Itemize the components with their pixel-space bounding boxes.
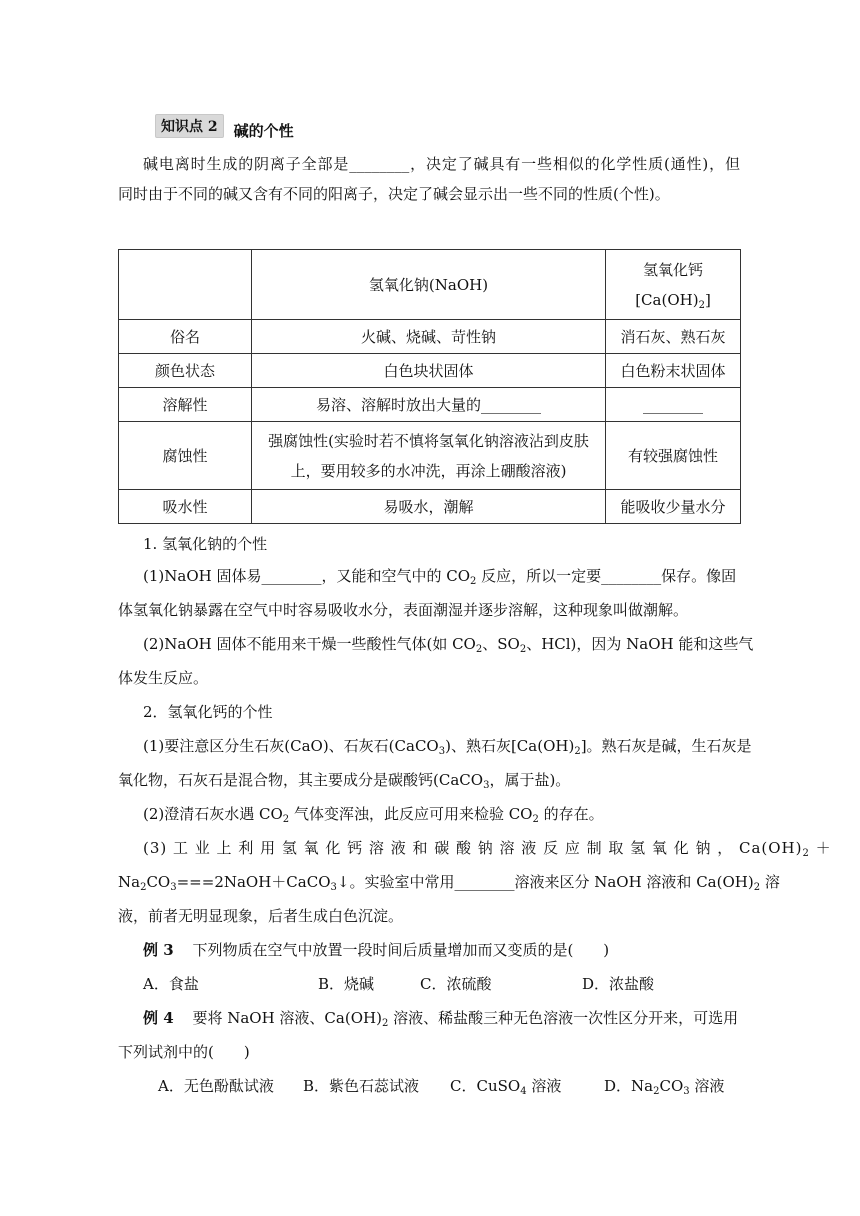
row-caoh: 有较强腐蚀性 — [606, 422, 741, 490]
intro-line-2: 同时由于不同的碱又含有不同的阳离子，决定了碱会显示出一些不同的性质(个性)。 — [118, 185, 670, 203]
row-naoh-line2: 上，要用较多的水冲洗，再涂上硼酸溶液) — [290, 461, 567, 480]
row-label: 颜色状态 — [119, 354, 252, 388]
example3-question: 下列物质在空气中放置一段时间后质量增加而又变质的是( ) — [192, 941, 610, 959]
row-naoh: 白色块状固体 — [252, 354, 606, 388]
section2-p3-line1: (3) 工 业 上 利 用 氢 氧 化 钙 溶 液 和 碳 酸 钠 溶 液 反 应 制 取 氢 氧 化 钠 ， $Ca(OH)_2$ ＋ — [143, 839, 832, 859]
section2-p3-line2: $Na_2CO_3===2NaOH+CaCO_3↓$。实验室中常用________溶液来区分 NaOH 溶液和 $Ca(OH)_2$ 溶 — [118, 873, 780, 893]
table-header-row — [119, 250, 741, 320]
section2-p1-line2: 氧化物，石灰石是混合物，其主要成分是碳酸钙(CaCO$_3$，属于盐)。 — [118, 771, 571, 791]
table-header-caoh-line1: 氢氧化钙 — [642, 260, 703, 279]
row-label: 俗名 — [119, 320, 252, 354]
table-header-caoh-line2: $[Ca(OH)_2]$ — [635, 290, 711, 311]
table-header-caoh — [606, 250, 741, 320]
example4-question-line1 — [143, 1007, 738, 1028]
row-label: 溶解性 — [119, 388, 252, 422]
example3-option-c: C．浓硫酸 — [420, 975, 492, 993]
example3-label: 例 3 — [143, 941, 174, 959]
knowledge-point-badge: 知识点 2 — [155, 114, 224, 138]
row-label: 吸水性 — [119, 490, 252, 524]
table-row — [119, 422, 741, 490]
table-row — [119, 388, 741, 422]
section2-p1-line1: (1)要注意区分生石灰(CaO)、石灰石(CaCO$_3$)、熟石灰$[Ca(OH)_2]$。熟石灰是碱，生石灰是 — [143, 737, 752, 757]
row-naoh-line1: 强腐蚀性(实验时若不慎将氢氧化钠溶液沾到皮肤 — [268, 431, 589, 450]
table-row — [119, 490, 741, 524]
table-header-blank — [119, 250, 252, 320]
example4-option-b: B．紫色石蕊试液 — [303, 1077, 420, 1095]
section1-p2-line2: 体发生反应。 — [118, 669, 209, 687]
section1-heading: 1. 氢氧化钠的个性 — [143, 535, 268, 553]
example3-option-a: A．食盐 — [143, 975, 199, 993]
table-row — [119, 320, 741, 354]
section1-p1-line2: 体氢氧化钠暴露在空气中时容易吸收水分，表面潮湿并逐步溶解，这种现象叫做潮解。 — [118, 601, 689, 619]
example3-option-d: D．浓盐酸 — [582, 975, 655, 993]
table-header-naoh: 氢氧化钠(NaOH) — [252, 250, 606, 320]
section2-heading: 2．氢氧化钙的个性 — [143, 703, 273, 721]
row-naoh: 易溶、溶解时放出大量的________ — [252, 388, 606, 422]
example4-option-a: A．无色酚酞试液 — [158, 1077, 274, 1095]
row-naoh: 火碱、烧碱、苛性钠 — [252, 320, 606, 354]
example4-label: 例 4 — [143, 1009, 174, 1027]
row-naoh — [252, 422, 606, 490]
base-properties-table — [118, 249, 741, 524]
example4-question-line2: 下列试剂中的( ) — [118, 1043, 250, 1061]
section1-p2-line1: (2)NaOH 固体不能用来干燥一些酸性气体(如 $CO_2$、$SO_2$、HCl)，因为 NaOH 能和这些气 — [143, 635, 754, 655]
example4-option-d: D．$Na_2CO_3$ 溶液 — [604, 1077, 725, 1097]
row-caoh: 能吸收少量水分 — [606, 490, 741, 524]
example4-option-c: C．CuSO$_4$ 溶液 — [450, 1077, 562, 1097]
table-row — [119, 354, 741, 388]
row-label: 腐蚀性 — [119, 422, 252, 490]
example3-option-b: B．烧碱 — [318, 975, 375, 993]
section1-p1-line1: (1)NaOH 固体易________，又能和空气中的 $CO_2$ 反应，所以一定要________保存。像固 — [143, 567, 737, 587]
row-caoh: 白色粉末状固体 — [606, 354, 741, 388]
knowledge-point-header — [155, 114, 294, 138]
intro-line-1: 碱电离时生成的阴离子全部是________，决定了碱具有一些相似的化学性质(通性)，但 — [143, 155, 740, 173]
row-naoh: 易吸水，潮解 — [252, 490, 606, 524]
knowledge-point-title: 碱的个性 — [233, 121, 294, 140]
section2-p2: (2)澄清石灰水遇 $CO_2$ 气体变浑浊，此反应可用来检验 $CO_2$ 的存在。 — [143, 805, 604, 825]
section2-p3-line3: 液，前者无明显现象，后者生成白色沉淀。 — [118, 907, 404, 925]
example3-question-line — [143, 939, 609, 960]
row-caoh: ________ — [606, 388, 741, 422]
row-caoh: 消石灰、熟石灰 — [606, 320, 741, 354]
example4-question-1: 要将 NaOH 溶液、$Ca(OH)_2$ 溶液、稀盐酸三种无色溶液一次性区分开来，可选用 — [192, 1009, 739, 1029]
